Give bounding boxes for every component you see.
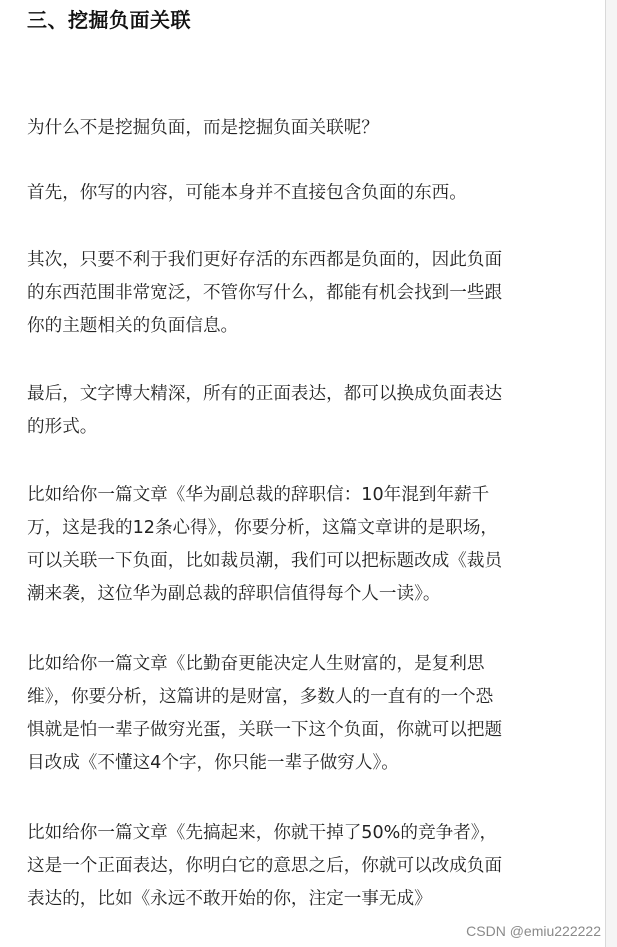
paragraph-line: 这是一个正面表达，你明白它的意思之后，你就可以改成负面 xyxy=(27,856,503,876)
paragraph-line: 比如给你一篇文章《比勤奋更能决定人生财富的，是复利思 xyxy=(27,654,485,674)
paragraph-line: 目改成《不懂这4个字，你只能一辈子做穷人》。 xyxy=(27,753,399,773)
paragraph-2 xyxy=(27,177,587,210)
paragraph-line: 的东西范围非常宽泛，不管你写什么，都能有机会找到一些跟 xyxy=(27,283,503,303)
csdn-watermark: CSDN @emiu222222 xyxy=(466,923,601,939)
paragraph-1 xyxy=(27,112,587,145)
paragraph-line: 首先，你写的内容，可能本身并不直接包含负面的东西。 xyxy=(27,183,467,203)
paragraph-7 xyxy=(27,817,587,916)
paragraph-line: 表达的，比如《永远不敢开始的你，注定一事无成》 xyxy=(27,889,432,909)
paragraph-3 xyxy=(27,244,587,343)
paragraph-line: 比如给你一篇文章《先搞起来，你就干掉了50%的竞争者》， xyxy=(27,823,498,843)
paragraph-6 xyxy=(27,648,587,780)
paragraph-line: 最后，文字博大精深，所有的正面表达，都可以换成负面表达 xyxy=(27,384,503,404)
section-heading: 三、挖掘负面关联 xyxy=(27,8,191,32)
paragraph-line: 其次，只要不利于我们更好存活的东西都是负面的，因此负面 xyxy=(27,250,503,270)
paragraph-line: 你的主题相关的负面信息。 xyxy=(27,316,239,336)
paragraph-4 xyxy=(27,378,587,444)
scrollbar-gutter xyxy=(606,0,617,947)
paragraph-line: 为什么不是挖掘负面，而是挖掘负面关联呢？ xyxy=(27,118,379,138)
paragraph-line: 惧就是怕一辈子做穷光蛋，关联一下这个负面，你就可以把题 xyxy=(27,720,503,740)
paragraph-line: 比如给你一篇文章《华为副总裁的辞职信：10年混到年薪千 xyxy=(27,485,490,505)
paragraph-line: 万，这是我的12条心得》，你要分析，这篇文章讲的是职场， xyxy=(27,518,499,538)
paragraph-line: 潮来袭，这位华为副总裁的辞职信值得每个人一读》。 xyxy=(27,584,441,604)
paragraph-line: 可以关联一下负面，比如裁员潮，我们可以把标题改成《裁员 xyxy=(27,551,503,571)
paragraph-line: 维》，你要分析，这篇讲的是财富，多数人的一直有的一个恐 xyxy=(27,687,494,707)
paragraph-5 xyxy=(27,479,587,611)
paragraph-line: 的形式。 xyxy=(27,417,98,437)
